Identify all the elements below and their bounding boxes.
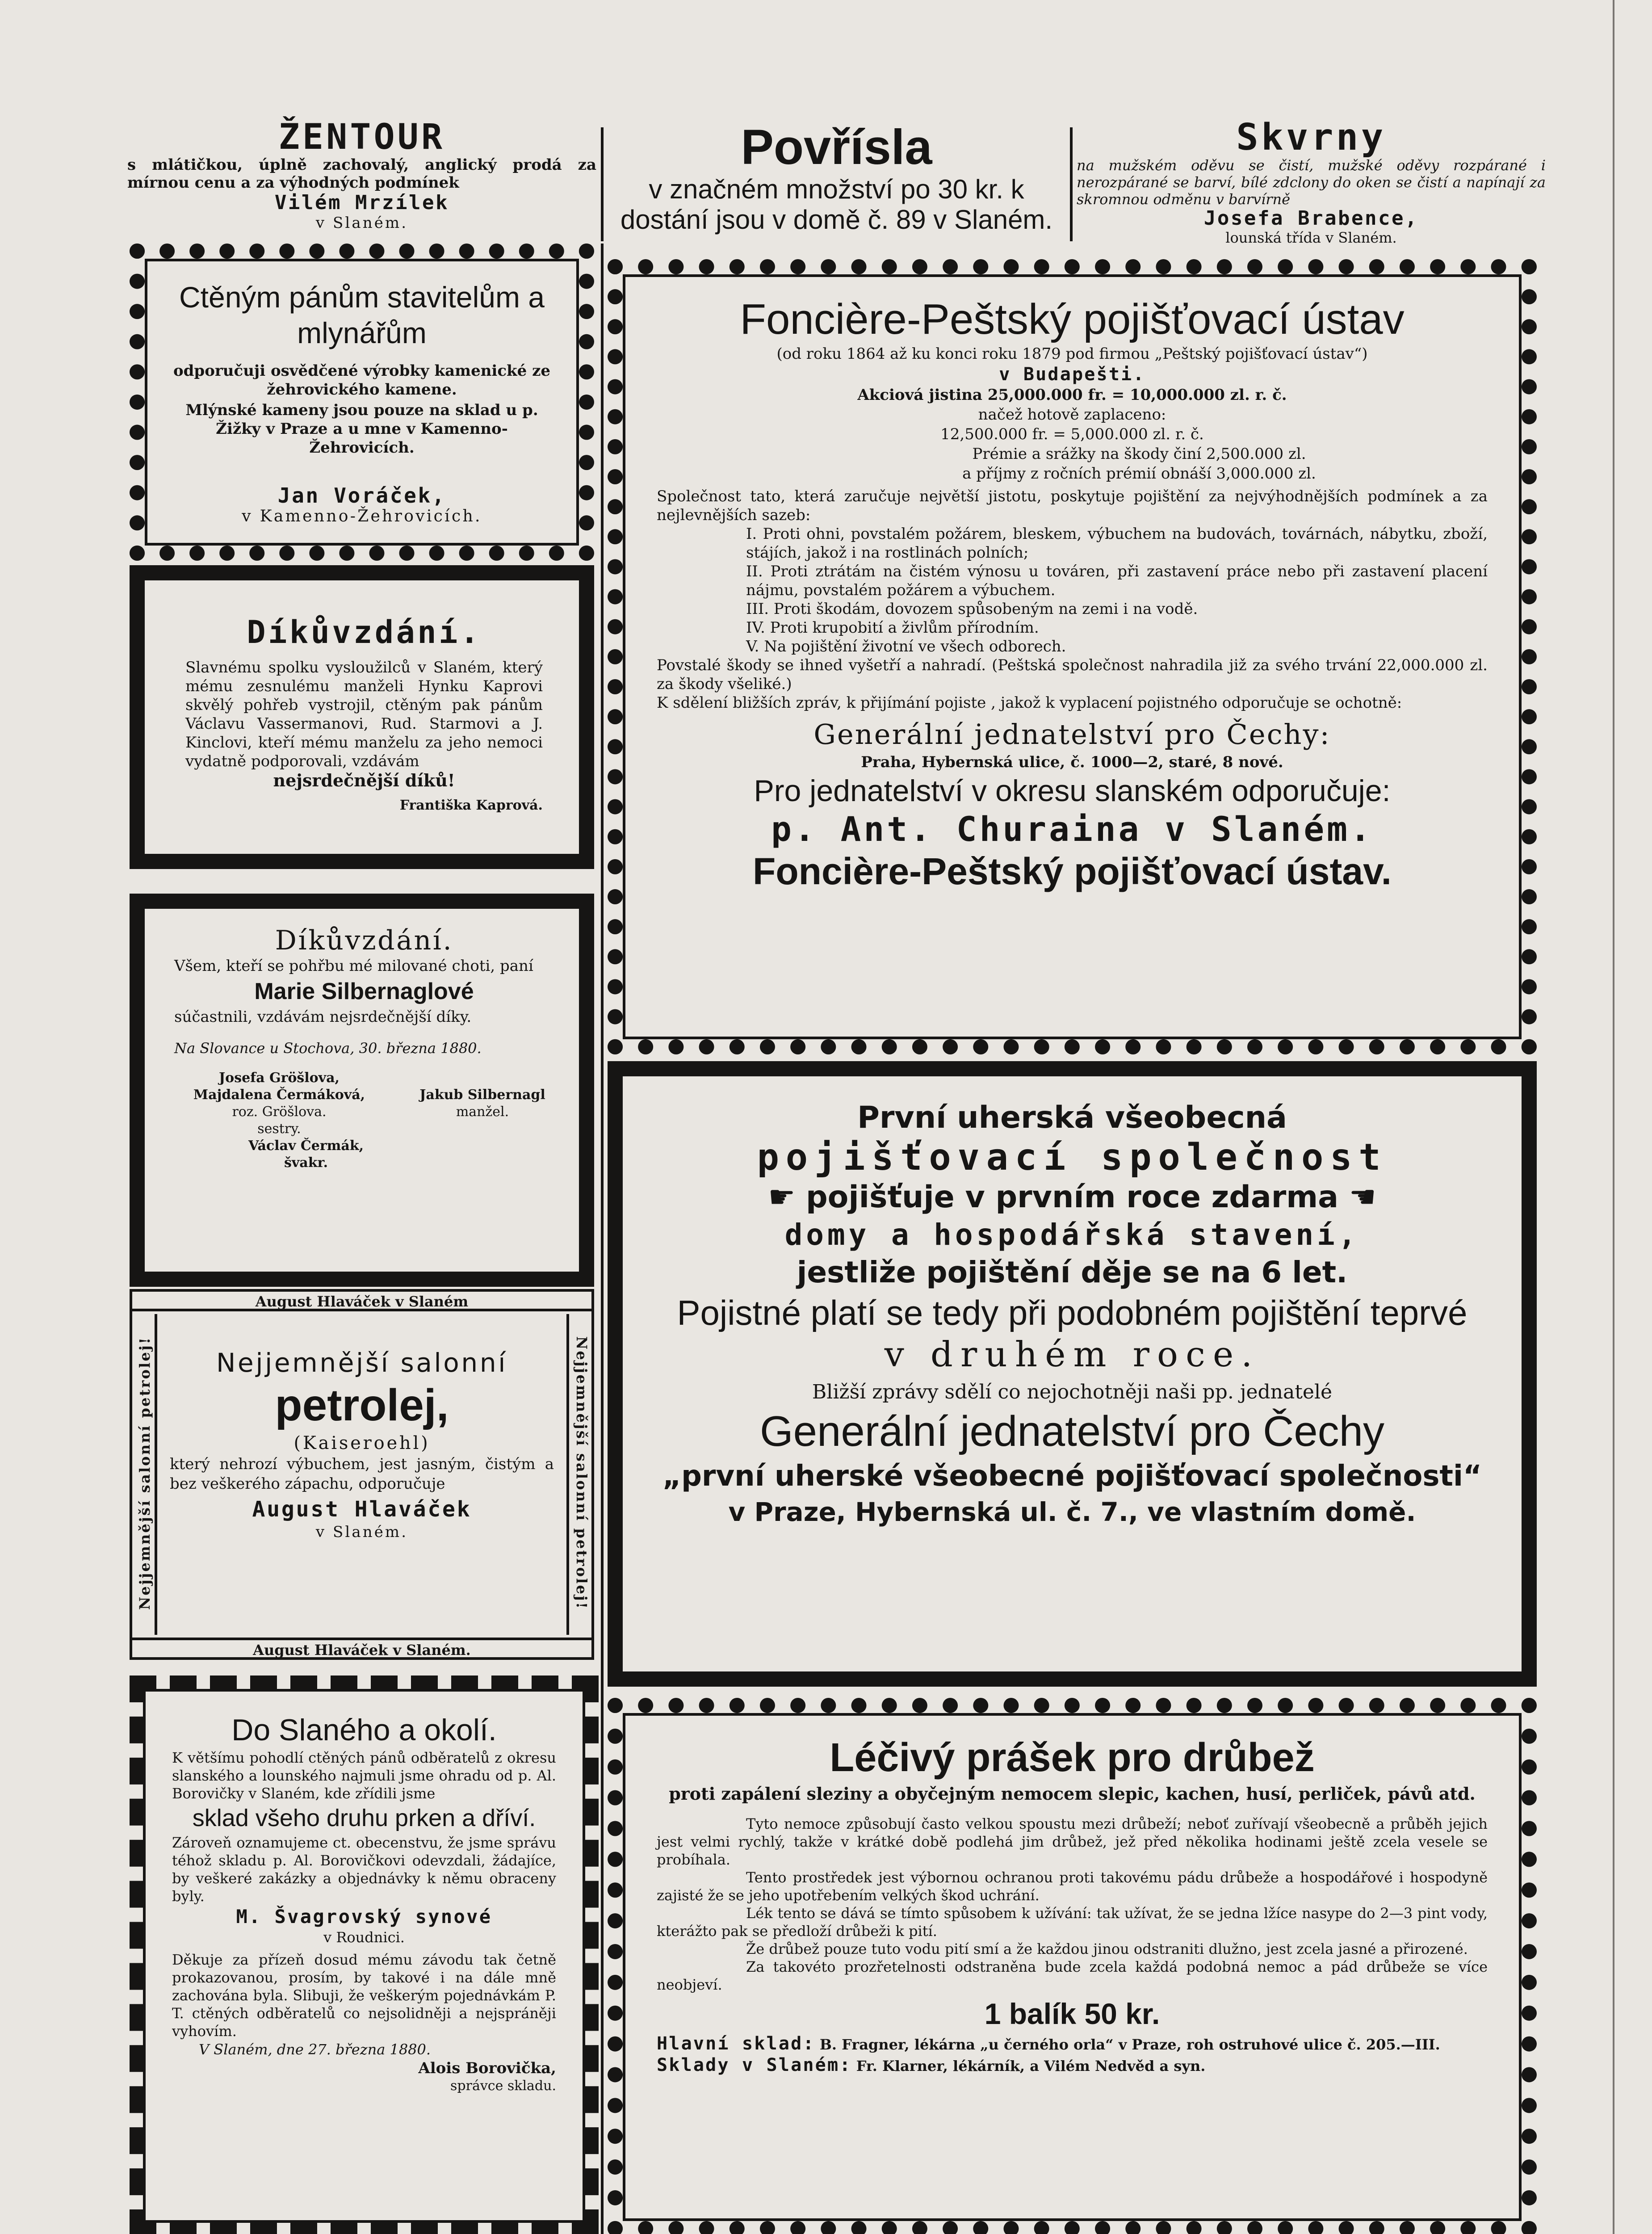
fonciere-agent: p. Ant. Churaina v Slaném.: [771, 809, 1373, 849]
dik1-text: Slavnému spolku vysloužilců v Slaném, který mému zesnulému manželi Hynku Kaprovi skvělý pohřeb vystrojil, ctěným pak pánům Václavu Vassermanovi, Rud. Starmovi a J. Kinclovi, kteří mému manželu za jeho nemoci vydatně podporovali, vzdávám: [185, 659, 543, 770]
pointing-hand-right-icon: ☛: [768, 1180, 796, 1215]
povrisla-ad: [608, 121, 1065, 241]
fonciere-title: Foncière-Peštský pojišťovací ústav: [740, 295, 1405, 343]
slany-text1: K většímu pohodlí ctěných pánů odběratelů z okresu slanského a lounského najmuli jsme ohradu od p. Al. Borovičky v Slaném, kde zřídili jsme: [172, 1749, 556, 1802]
dik2-sig-left-5: Václav Čermák, švakr.: [248, 1138, 364, 1171]
fonciere-sub: (od roku 1864 až ku konci roku 1879 pod firmou „Peštský pojišťovací ústav“): [776, 345, 1368, 363]
voracek-text2: Mlýnské kameny jsou pouze na sklad u p. Žižky v Praze a u mne v Kamenno-Žehrovicích.: [185, 401, 538, 457]
pointing-hand-left-icon: ☚: [1349, 1180, 1376, 1215]
divider-top-1: [601, 127, 604, 241]
uherska-l5: jestliže pojištění děje se na 6 let.: [797, 1255, 1348, 1289]
dik2-text1: Všem, kteří se pohřbu mé milované choti, paní: [174, 957, 533, 975]
prasek-sklad-label: Hlavní sklad:: [657, 2033, 815, 2054]
fonciere-footer: Foncière-Peštský pojišťovací ústav.: [753, 850, 1392, 892]
fonciere-intro: Společnost tato, která zaručuje největší jistotu, poskytuje pojištění za nejvýhodnějších podmínek a za nejlevnějších sazeb:: [657, 487, 1488, 524]
uherska-l3-text: pojišťuje v prvním roce zdarma: [805, 1180, 1339, 1215]
dik2-sig-right-1: Jakub Silbernagl: [419, 1087, 545, 1103]
skvrny-address: lounská třída v Slaném.: [1225, 229, 1397, 246]
uherska-l2: pojišťovací společnost: [757, 1136, 1388, 1179]
voracek-text1: odporučuji osvědčené výrobky kamenické ze žehrovického kamene.: [173, 362, 551, 399]
prasek-p5: Za takovéto prozřetelnosti odstraněna bude zcela každá podobná nemoc a pád drůbeže se více neobjeví.: [657, 1958, 1488, 1993]
zentour-text: s mlátičkou, úplně zachovalý, anglický prodá za mírnou cenu a za výhodných podmínek: [127, 156, 596, 192]
slany-sign2: správce skladu.: [450, 2078, 556, 2094]
petrolej-title1: Nejjemnější salonní: [216, 1348, 507, 1378]
fonciere-item-3: III. Proti škodám, dovozem spůsobeným na zemi i na vodě.: [746, 600, 1198, 618]
prasek-sklad: B. Fragner, lékárna „u černého orla“ v Praze, roh ostruhové ulice č. 205.—III.: [819, 2036, 1440, 2053]
prasek-title: Léčivý prášek pro drůbež: [830, 1735, 1315, 1780]
uherska-l1: První uherská všeobecná: [857, 1100, 1287, 1135]
petrolej-title3: (Kaiseroehl): [294, 1433, 430, 1453]
uherska-ad: [643, 1099, 1501, 1667]
voracek-name: Jan Voráček,: [277, 483, 446, 508]
voracek-title: Ctěným pánům stavitelům a mlynářům: [179, 281, 545, 349]
fonciere-ad: [657, 295, 1488, 1037]
fonciere-text2: Povstalé škody se ihned vyšetří a nahradí. (Peštská společnost nahradila již za svého trvání 22,000.000 zl. za škody všeliké.): [657, 656, 1488, 693]
slany-firm: M. Švagrovský synové: [236, 1906, 492, 1927]
uherska-l4: domy a hospodářská stavení,: [784, 1218, 1360, 1252]
fonciere-item-2: II. Proti ztrátám na čistém výnosu u továren, při zastavení práce nebo při zastavení placení nájmu, povstalém požárem a výbuchem.: [746, 563, 1488, 599]
dik2-name: Marie Silbernaglové: [254, 978, 474, 1004]
slany-date: V Slaném, dne 27. března 1880.: [199, 2041, 431, 2058]
uherska-l6: Pojistné platí se tedy při podobném pojištění teprvé: [677, 1293, 1468, 1332]
dik1-title: Díkůvzdání.: [247, 614, 482, 651]
petrolej-left-band: Nejjemnější salonní petrolej!: [136, 1336, 153, 1610]
fonciere-item-4: IV. Proti krupobití a živlům přírodním.: [746, 619, 1039, 637]
voracek-place: v Kamenno-Žehrovicích.: [242, 507, 482, 525]
prasek-p3: Lék tento se dává se tímto spůsobem k užívání: tak užívat, že se jedna lžíce nasype do 2—3 pint vody, kterážto pak se předloží drůbeži k pití.: [657, 1905, 1488, 1940]
fonciere-cap5: a příjmy z ročních prémií obnáší 3,000.000 zl.: [962, 465, 1316, 483]
prasek-sklady-label: Sklady v Slaném:: [657, 2055, 852, 2075]
uherska-l3: [643, 1179, 1501, 1216]
dik2-sig-right-2: manžel.: [456, 1104, 509, 1120]
petrolej-title2: petrolej,: [275, 1380, 449, 1430]
fonciere-cap1: Akciová jistina 25,000.000 fr. = 10,000.000 zl. r. č.: [857, 386, 1287, 404]
prasek-p2: Tento prostředek jest výbornou ochranou proti takovému pádu drůbeže a hospodářové i hospodyně zajisté že se jeho upotřebením velkých škod uchrání.: [657, 1869, 1488, 1904]
skvrny-ad: [1077, 118, 1546, 244]
fonciere-cap4: Prémie a srážky na škody činí 2,500.000 zl.: [972, 445, 1306, 463]
petrolej-top-band: August Hlaváček v Slaném: [132, 1292, 591, 1311]
fonciere-text3: K sdělení bližších zpráv, k přijímání pojiste , jakož k vyplacení pojistného odporučuje se ochotně:: [657, 694, 1402, 712]
fonciere-city: v Budapešti.: [999, 364, 1145, 385]
petrolej-text: který nehrozí výbuchem, jest jasným, čistým a bez veškerého zápachu, odporučuje: [170, 1455, 554, 1493]
slany-text3: Děkuje za přízeň dosud mému závodu tak četně prokazovanou, prosím, by takové i na dále mně zachována byla. Slibuji, že veškerým pojednávkám P. T. ctěných odběratelů co nejsolidněji a nejspráněji vyhovím.: [172, 1951, 556, 2040]
fonciere-cap2: načež hotově zaplaceno:: [978, 406, 1166, 424]
page-right-edge: [1613, 0, 1614, 2234]
petrolej-place: v Slaném.: [315, 1523, 408, 1541]
zentour-seller: Vilém Mrzílek: [274, 191, 449, 214]
slany-title: Do Slaného a okolí.: [231, 1713, 497, 1747]
slany-firm-place: v Roudnici.: [323, 1929, 405, 1946]
slany-text2: Zároveň oznamujeme ct. obecenstvu, že jsme správu téhož skladu p. Al. Borovičkovi odevzdali, žádajíce, by veškeré zakázky a objednávky k němu obraceny byly.: [172, 1834, 556, 1905]
divider-top-2: [1070, 127, 1073, 241]
dik1-bold: nejsrdečnější díků!: [273, 770, 455, 790]
fonciere-cap3: 12,500.000 fr. = 5,000.000 zl. r. č.: [940, 425, 1204, 443]
dik2-date: Na Slovance u Stochova, 30. března 1880.: [174, 1040, 482, 1057]
skvrny-title: Skvrny: [1236, 116, 1386, 159]
dik2-title: Díkůvzdání.: [275, 925, 453, 956]
dik2-sig-left-4: sestry.: [257, 1121, 301, 1137]
fonciere-addr: Praha, Hybernská ulice, č. 1000—2, staré, 8 nové.: [861, 753, 1283, 771]
skvrny-name: Josefa Brabence,: [1203, 207, 1419, 230]
uherska-l7: v druhém roce.: [884, 1335, 1260, 1375]
divider-middle: [601, 244, 604, 2234]
prasek-price: 1 balík 50 kr.: [984, 1997, 1160, 2030]
dik2-text2: súčastnili, vzdávám nejsrdečnější díky.: [174, 1008, 472, 1026]
petrolej-left-band-box: [132, 1314, 157, 1635]
uherska-l10: „první uherské všeobecné pojišťovací společnosti“: [662, 1460, 1482, 1493]
prasek-ad: [657, 1734, 1488, 2225]
petrolej-bottom-band: August Hlaváček v Slaném.: [132, 1638, 591, 1657]
zentour-ad: [127, 118, 596, 235]
fonciere-item-1: I. Proti ohni, povstalém požárem, bleskem, výbuchem na budovách, továrnách, nábytku, zboží, stájích, jakož i na rostlinách polních;: [746, 525, 1488, 562]
prasek-sklady: Fr. Klarner, lékárník, a Vilém Nedvěd a syn.: [856, 2058, 1206, 2074]
uherska-l9: Generální jednatelství pro Čechy: [759, 1407, 1385, 1455]
dik2-sig-left-1: Josefa Gröšlova,: [218, 1070, 340, 1086]
prasek-p1: Tyto nemoce způsobují často velkou spoustu mezi drůbeží; neboť zuřívají všeobecně a průběh jejich jest velmi rychlý, takže v krátké době podlehá jim drůbež, jež před několika hodinami ještě zcela vesele se probíhala.: [657, 1815, 1488, 1868]
fonciere-item-5: V. Na pojištění životní ve všech odborech.: [746, 638, 1066, 655]
uherska-l11: v Praze, Hybernská ul. č. 7., ve vlastním domě.: [728, 1497, 1416, 1527]
petrolej-right-band-box: [566, 1314, 591, 1635]
petrolej-ad: [170, 1347, 554, 1624]
zentour-title: ŽENTOUR: [278, 117, 445, 157]
prasek-p4: Že drůbež pouze tuto vodu pití smí a že každou jinou odstraniti dlužno, jest zcela jasné a přirozené.: [746, 1940, 1468, 1957]
povrisla-title: Povřísla: [741, 120, 932, 175]
dik1-ad: [185, 614, 543, 847]
dik2-sig-left-3: roz. Gröšlova.: [232, 1104, 327, 1120]
slany-ad: [172, 1711, 556, 2221]
povrisla-text: v značném množství po 30 kr. k dostání jsou v domě č. 89 v Slaném.: [620, 174, 1053, 235]
uherska-l8: Bližší zprávy sdělí co nejochotněji naši pp. jednatelé: [812, 1381, 1333, 1403]
skvrny-text: na mužském oděvu se čistí, mužské oděvy rozpárané i nerozpárané se barví, bílé zdclony do oken se čistí a napínají za skromnou odměnu v barvírně: [1077, 157, 1546, 208]
zentour-place: v Slaném.: [315, 214, 408, 232]
fonciere-gen: Generální jednatelství pro Čechy:: [813, 718, 1331, 751]
petrolej-name: August Hlaváček: [252, 1497, 472, 1522]
fonciere-slany: Pro jednatelství v okresu slanském odporučuje:: [754, 774, 1391, 808]
prasek-sub: proti zapálení sleziny a obyčejným nemocem slepic, kachen, husí, perliček, pávů atd.: [669, 1784, 1476, 1804]
dik1-sign: Františka Kaprová.: [399, 798, 543, 813]
petrolej-right-band: Nejjemnější salonní petrolej!: [573, 1336, 590, 1610]
dik2-sig-left-2: Majdalena Čermáková,: [193, 1087, 365, 1103]
dik2-ad: [174, 925, 554, 1273]
slany-big: sklad všeho druhu prken a dříví.: [192, 1805, 536, 1831]
slany-sign: Alois Borovička,: [418, 2059, 556, 2077]
voracek-ad: [170, 279, 554, 529]
